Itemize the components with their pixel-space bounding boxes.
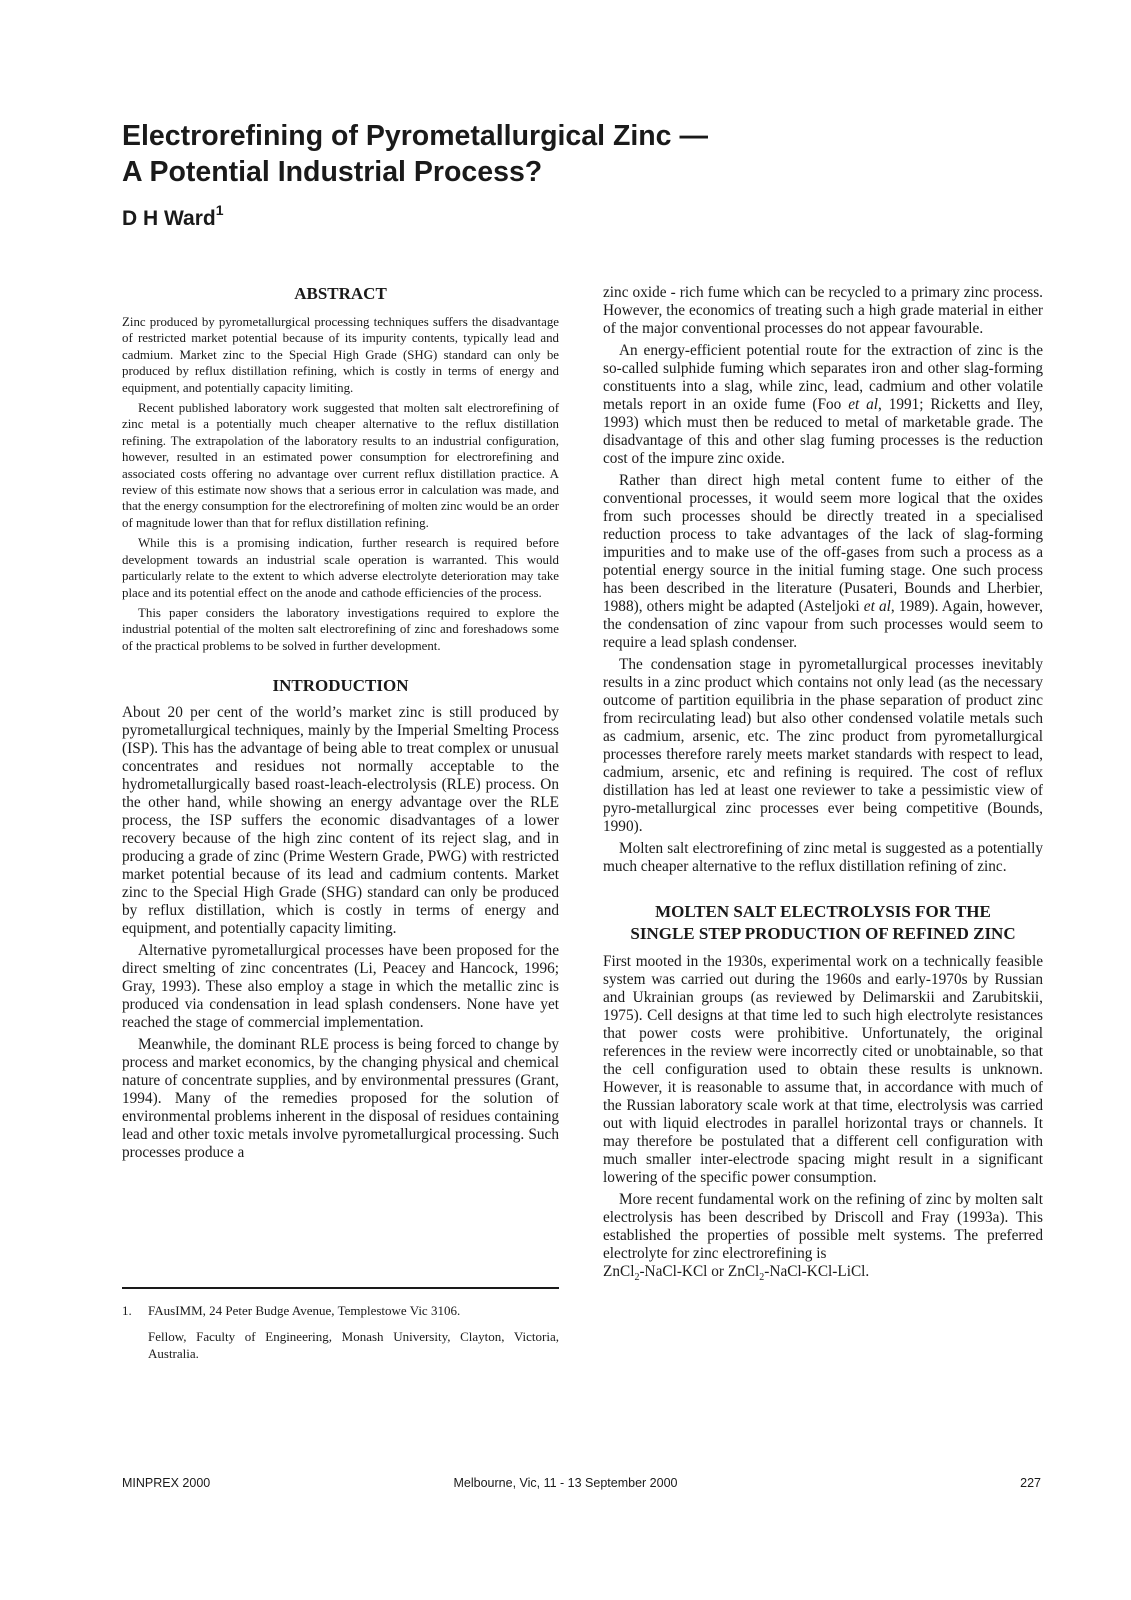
abstract-section [122,283,559,654]
footer-conference: MINPREX 2000 [122,1476,211,1490]
body-paragraph: An energy-efficient potential route for the extraction of zinc is the so-called sulphide fuming which separates iron and other slag-forming constituents into a slag, while zinc, lead, cadmium and other volatile metals report in an oxide fume (Foo et al, 1991; Ricketts and Iley, 1993) which must then be reduced to metal of marketable grade. The disadvantage of this and other slag fuming processes is the reduction cost of the impure zinc oxide. [603,342,1043,467]
abstract-heading: ABSTRACT [294,284,387,303]
introduction-continued [603,284,1043,876]
footnote-address: FAusIMM, 24 Peter Budge Avenue, Templestowe Vic 3106. [148,1303,461,1318]
introduction-section [122,675,559,1162]
electrolyte-formula-1: ZnCl$_2$-NaCl-KCl [603,1263,708,1284]
molten-salt-heading-line-1: MOLTEN SALT ELECTROLYSIS FOR THE [655,902,991,921]
body-paragraph: Meanwhile, the dominant RLE process is being forced to change by process and market economics, by the changing physical and chemical nature of concentrate supplies, and by environmental pressures (Grant, 1994). Many of the remedies proposed for the solution of environmental problems inherent in the disposal of residues containing lead and other toxic metals involve pyrometallurgical processing. Such processes produce a [122,1036,559,1162]
abstract-paragraph: While this is a promising indication, further research is required before development towards an industrial scale operation is warranted. This would particularly relate to the extent to which adverse electrolyte deterioration may take place and its potential effect on the anode and cathode efficiencies of the process. [122,536,559,600]
author-affiliation-marker: 1 [215,202,224,218]
abstract-paragraph: Recent published laboratory work suggested that molten salt electrorefining of zinc metal is a potentially much cheaper alternative to the reflux distillation refining. The extrapolation of the laboratory results to an industrial configuration, however, resulted in an estimated power consumption for electrorefining and associated costs offering no advantage over current reflux distillation practice. A review of this estimate now shows that a serious error in calculation was made, and that the energy consumption for the electrorefining of molten zinc would be an order of magnitude lower than that for reflux distillation refining. [122,401,559,530]
body-paragraph: Alternative pyrometallurgical processes have been proposed for the direct smelting of zinc concentrates (Li, Peacey and Hancock, 1996; Gray, 1993). These also employ a stage in which the metallic zinc is produced via condensation in lead splash condensers. None have yet reached the stage of commercial implementation. [122,942,559,1032]
footnote-divider [122,1287,559,1289]
electrolyte-formula-2: ZnCl$_2$-NaCl-KCl-LiCl. [727,1263,870,1284]
author-line [122,204,224,231]
right-column [603,284,1043,1291]
left-column [122,283,559,1166]
body-paragraph: About 20 per cent of the world’s market zinc is still produced by pyrometallurgical techniques, mainly by the Imperial Smelting Process (ISP). This has the advantage of being able to treat complex or unusual concentrates and residues not normally acceptable to the hydrometallurgically based roast-leach-electrolysis (RLE) process. On the other hand, while showing an energy advantage over the RLE process, the ISP suffers the economic disadvantages of a lower recovery because of the high zinc content of its reject slag, and in producing a grade of zinc (Prime Western Grade, PWG) with restricted market potential because of its lead and cadmium contents. Market zinc to the Special High Grade (SHG) standard can only be produced by reflux distillation, which is costly in terms of energy and equipment, and potentially capacity limiting. [122,704,559,938]
body-paragraph: First mooted in the 1930s, experimental work on a technically feasible system was carried out during the 1960s and early-1970s by Russian and Ukrainian groups (as reviewed by Delimarskii and Zarubitskii, 1975). Cell designs at that time led to such high electrolyte resistances that power costs were prohibitive. Unfortunately, the original references in the review were incorrectly cited or unobtainable, so that the cell configuration used to obtain these results is unknown. However, it is reasonable to assume that, in accordance with much of the Russian laboratory scale work at that time, electrolysis was carried out with liquid electrodes in parallel horizontal trays or channels. It may therefore be postulated that a different cell configuration with much smaller inter-electrode spacing might result in a significant lowering of the specific power consumption. [603,953,1043,1186]
body-paragraph: zinc oxide - rich fume which can be recycled to a primary zinc process. However, the economics of treating such a high grade material in either of the major conventional processes do not appear favourable. [603,284,1043,337]
body-paragraph: The condensation stage in pyrometallurgical processes inevitably results in a zinc product which contains not only lead (as the necessary outcome of partition equilibria in the phase separation of product zinc from recirculating lead) but also other condensed volatile metals such as cadmium, arsenic, etc. The zinc product from pyrometallurgical processes therefore rarely meets market standards with respect to lead, cadmium, arsenic, etc and refining is required. The cost of reflux distillation has led at least one reviewer to take a pessimistic view of pyro-metallurgical zinc processes ever being competitive (Bounds, 1990). [603,656,1043,835]
molten-salt-heading [603,901,1043,945]
paper-title [122,118,1002,190]
title-line-2: A Potential Industrial Process? [122,156,543,188]
author-name: D H Ward [122,207,216,230]
molten-salt-section [603,901,1043,1287]
introduction-heading: INTRODUCTION [272,676,409,696]
body-paragraph: Molten salt electrorefining of zinc metal is suggested as a potentially much cheaper alternative to the reflux distillation refining of zinc. [603,840,1043,875]
footnote-affiliation: Fellow, Faculty of Engineering, Monash University, Clayton, Victoria, Australia. [148,1329,559,1361]
abstract-paragraph: This paper considers the laboratory investigations required to explore the industrial potential of the molten salt electrorefining of zinc and foreshadows some of the practical problems to be solved in further development. [122,605,559,653]
molten-salt-heading-line-2: SINGLE STEP PRODUCTION OF REFINED ZINC [630,924,1016,943]
electrolyte-formula-line [603,1263,1043,1287]
footer-page-number: 227 [1020,1476,1041,1490]
abstract-paragraph: Zinc produced by pyrometallurgical processing techniques suffers the disadvantage of restricted market potential because of its impurity contents, typically lead and cadmium. Market zinc to the Special High Grade (SHG) standard can only be produced by reflux distillation refining, which is costly in terms of energy and equipment, and potentially capacity limiting. [122,315,559,395]
title-line-1: Electrorefining of Pyrometallurgical Zinc — [122,120,708,152]
formula-conjunction: or [711,1263,725,1280]
footer-venue: Melbourne, Vic, 11 - 13 September 2000 [453,1476,678,1490]
body-paragraph: Rather than direct high metal content fume to either of the conventional processes, it would seem more logical that the oxides from such processes should be directly treated in a specialised reduction process to take advantages of the lack of slag-forming impurities and to make use of the off-gases from such a process as a potential energy source in the initial fuming stage. One such process has been described in the literature (Pusateri, Bounds and Lherbier, 1988), others might be adapted (Asteljoki et al, 1989). Again, however, the condensation of zinc vapour from such processes would seem to require a lead splash condenser. [603,472,1043,651]
footnote-number: 1. [122,1303,132,1318]
body-paragraph: More recent fundamental work on the refining of zinc by molten salt electrolysis has been described by Driscoll and Fray (1993a). This established the properties of possible melt systems. The preferred electrolyte for zinc electrorefining is [603,1191,1043,1262]
footnote [122,1302,559,1371]
